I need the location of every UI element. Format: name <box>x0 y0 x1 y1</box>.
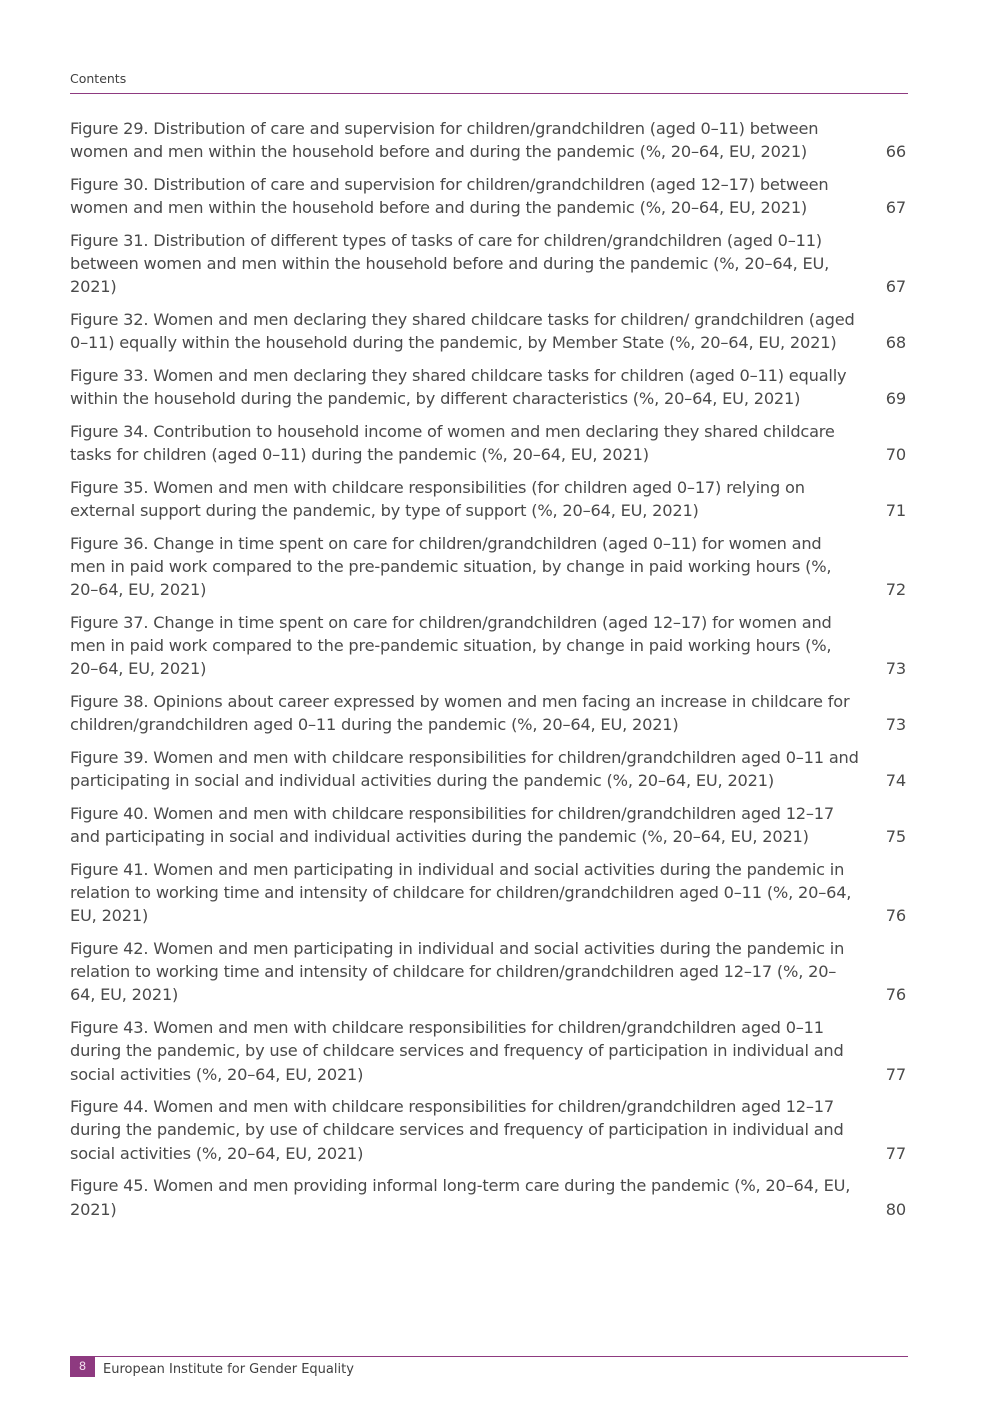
page-header <box>70 71 908 94</box>
toc-entry[interactable] <box>70 690 908 737</box>
toc-entry-title: Figure 38. Opinions about career expressed by women and men facing an increase in childcare for children/grandchildren aged 0–11 during the pandemic (%, 20–64, EU, 2021) <box>70 691 850 735</box>
toc-entry-title: Figure 34. Contribution to household income of women and men declaring they shared childcare tasks for children (aged 0–11) during the pandemic (%, 20–64, EU, 2021) <box>70 421 835 465</box>
toc-entry-title: Figure 37. Change in time spent on care for children/grandchildren (aged 12–17) for women and men in paid work compared to the pre-pandemic situation, by change in paid working hours (%, 20–64, EU, 2021) <box>70 612 832 679</box>
toc-entry[interactable] <box>70 611 908 681</box>
table-of-figures <box>70 117 908 1230</box>
toc-entry-page: 76 <box>885 985 906 1005</box>
toc-entry[interactable] <box>70 476 908 523</box>
toc-entry-page: 76 <box>885 906 906 926</box>
toc-entry[interactable] <box>70 1016 908 1086</box>
toc-entry-page: 70 <box>885 445 906 465</box>
toc-entry-page: 73 <box>885 659 906 679</box>
toc-entry-title: Figure 30. Distribution of care and supervision for children/grandchildren (aged 12–17) between women and men within the household before and during the pandemic (%, 20–64, EU, 2021) <box>70 174 829 218</box>
toc-entry-title: Figure 40. Women and men with childcare responsibilities for children/grandchildren aged 12–17 and participating in social and individual activities during the pandemic (%, 20–64, EU, 2021) <box>70 803 834 846</box>
toc-entry[interactable] <box>70 173 908 220</box>
page-footer <box>70 1356 908 1377</box>
toc-entry[interactable] <box>70 937 908 1007</box>
toc-entry-title: Figure 35. Women and men with childcare responsibilities (for children aged 0–17) relying on external support during the pandemic, by type of support (%, 20–64, EU, 2021) <box>70 477 805 520</box>
toc-entry-title: Figure 44. Women and men with childcare responsibilities for children/grandchildren aged 12–17 during the pandemic, by use of childcare services and frequency of participation in individual and social activities (%, 20–64, EU, 2021) <box>70 1097 844 1163</box>
page-number-badge: 8 <box>70 1357 95 1377</box>
toc-entry-page: 71 <box>885 500 906 520</box>
toc-entry-title: Figure 31. Distribution of different types of tasks of care for children/grandchildren (aged 0–11) between women and men within the household before and during the pandemic (%, 20–64, EU, 2021) <box>70 230 830 297</box>
toc-entry-page: 66 <box>885 142 906 162</box>
toc-entry[interactable] <box>70 802 908 849</box>
toc-entry[interactable] <box>70 229 908 299</box>
toc-entry-title: Figure 29. Distribution of care and supervision for children/grandchildren (aged 0–11) between women and men within the household before and during the pandemic (%, 20–64, EU, 2021) <box>70 119 819 162</box>
toc-entry-title: Figure 41. Women and men participating in individual and social activities during the pandemic in relation to working time and intensity of childcare for children/grandchildren aged 0–11 (%, 20–64, EU, 2021) <box>70 859 852 926</box>
toc-entry-page: 74 <box>885 771 906 791</box>
toc-entry-page: 75 <box>885 826 906 846</box>
toc-entry[interactable] <box>70 1174 908 1221</box>
toc-entry-page: 72 <box>885 580 906 600</box>
toc-entry-title: Figure 33. Women and men declaring they shared childcare tasks for children (aged 0–11) equally within the household during the pandemic, by different characteristics (%, 20–64, EU, 2021) <box>70 365 847 409</box>
toc-entry[interactable] <box>70 746 908 793</box>
toc-entry[interactable] <box>70 117 908 164</box>
toc-entry-page: 67 <box>885 277 906 297</box>
toc-entry[interactable] <box>70 532 908 602</box>
toc-entry-page: 80 <box>885 1199 906 1219</box>
toc-entry-title: Figure 45. Women and men providing informal long-term care during the pandemic (%, 20–64, EU, 2021) <box>70 1176 851 1219</box>
section-label: Contents <box>70 71 127 86</box>
toc-entry-title: Figure 39. Women and men with childcare responsibilities for children/grandchildren aged 0–11 and participating in social and individual activities during the pandemic (%, 20–64, EU, 2021) <box>70 747 859 791</box>
toc-entry[interactable] <box>70 364 908 411</box>
toc-entry-page: 73 <box>885 715 906 735</box>
toc-entry[interactable] <box>70 1095 908 1165</box>
toc-entry-page: 67 <box>885 198 906 218</box>
publisher-name: European Institute for Gender Equality <box>103 1362 354 1377</box>
toc-entry-page: 77 <box>885 1064 906 1084</box>
toc-entry[interactable] <box>70 858 908 928</box>
toc-entry-page: 77 <box>885 1143 906 1163</box>
toc-entry-page: 68 <box>885 333 906 353</box>
toc-entry-title: Figure 32. Women and men declaring they shared childcare tasks for children/ grandchildren (aged 0–11) equally within the household during the pandemic, by Member State (%, 20–64, EU, 2021) <box>70 309 855 353</box>
toc-entry[interactable] <box>70 420 908 467</box>
toc-entry-page: 69 <box>885 389 906 409</box>
toc-entry-title: Figure 43. Women and men with childcare responsibilities for children/grandchildren aged 0–11 during the pandemic, by use of childcare services and frequency of participation in individual and social activities (%, 20–64, EU, 2021) <box>70 1017 844 1084</box>
toc-entry-title: Figure 36. Change in time spent on care for children/grandchildren (aged 0–11) for women and men in paid work compared to the pre-pandemic situation, by change in paid working hours (%, 20–64, EU, 2021) <box>70 533 832 600</box>
toc-entry[interactable] <box>70 308 908 355</box>
toc-entry-title: Figure 42. Women and men participating in individual and social activities during the pandemic in relation to working time and intensity of childcare for children/grandchildren aged 12–17 (%, 20–64, EU, 2021) <box>70 938 845 1005</box>
